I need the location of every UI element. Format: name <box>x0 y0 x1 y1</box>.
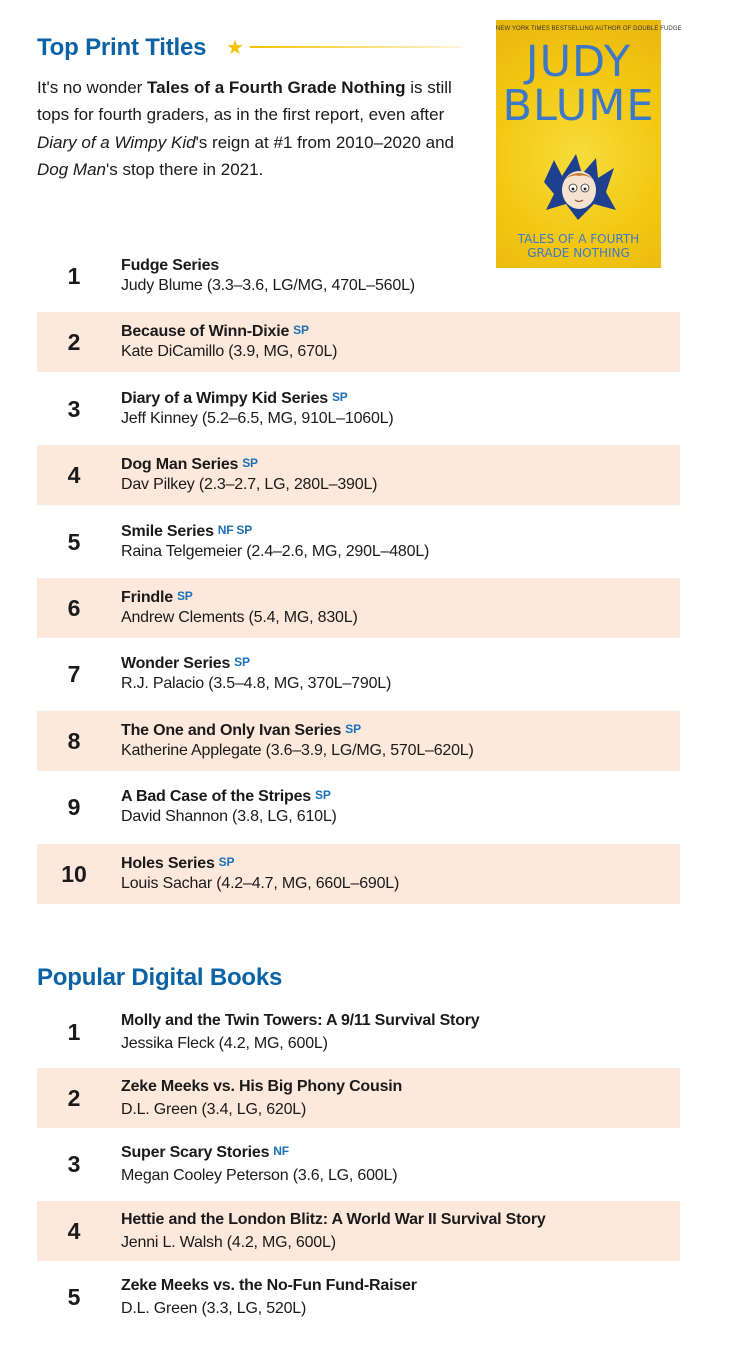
intro-book-title: Diary of a Wimpy Kid <box>37 132 196 152</box>
book-author-details: Jeff Kinney (5.2–6.5, MG, 910L–1060L) <box>121 409 394 427</box>
rank-number: 1 <box>67 1019 81 1045</box>
book-author-details: Kate DiCamillo (3.9, MG, 670L) <box>121 343 338 361</box>
book-author-details: Jessika Fleck (4.2, MG, 600L) <box>121 1035 328 1052</box>
cover-author-first: JUDY <box>525 37 632 87</box>
rank-number: 10 <box>61 860 87 887</box>
list-item <box>37 711 680 771</box>
book-author-details: Andrew Clements (5.4, MG, 830L) <box>121 608 358 626</box>
format-badge: SP <box>236 522 252 537</box>
format-badge: SP <box>293 323 309 338</box>
book-title: Wonder Series <box>121 655 231 673</box>
cover-tagline: NEW YORK TIMES BESTSELLING AUTHOR OF DOUBLE FUDGE <box>496 26 682 32</box>
book-author-details: Dav Pilkey (2.3–2.7, LG, 280L–390L) <box>121 476 378 494</box>
list-item <box>37 777 680 837</box>
book-author-details: David Shannon (3.8, LG, 610L) <box>121 808 337 826</box>
book-cover-image <box>496 20 682 268</box>
list-item <box>37 312 680 372</box>
book-title-line <box>121 523 252 541</box>
intro-text: 's reign at #1 from 2010–2020 and <box>195 132 454 152</box>
rank-number: 4 <box>67 1217 81 1244</box>
rank-number: 3 <box>67 1151 81 1178</box>
list-item <box>37 512 680 572</box>
book-title-line <box>121 589 193 607</box>
book-title-line <box>121 722 361 740</box>
cover-title-line: TALES OF A FOURTH <box>517 232 640 246</box>
book-title-line <box>121 855 234 873</box>
book-author-details: Louis Sachar (4.2–4.7, MG, 660L–690L) <box>121 874 400 892</box>
digital-section-title: Popular Digital Books <box>37 964 283 991</box>
list-item <box>37 445 680 505</box>
rank-number: 5 <box>67 528 81 555</box>
rank-number: 7 <box>67 661 81 688</box>
digital-books-list <box>37 1002 680 1333</box>
intro-book-title: Dog Man <box>37 159 106 179</box>
book-title-line <box>121 323 309 341</box>
list-item <box>37 1068 680 1128</box>
book-author-details: R.J. Palacio (3.5–4.8, MG, 370L–790L) <box>121 675 392 693</box>
rank-number: 1 <box>67 263 81 289</box>
book-title-line <box>121 257 219 275</box>
rank-number: 8 <box>67 727 81 754</box>
cover-title-line: GRADE NOTHING <box>527 246 630 260</box>
list-item <box>37 1002 680 1062</box>
book-title: Because of Winn-Dixie <box>121 323 290 341</box>
format-badge: SP <box>331 389 348 404</box>
book-title: Zeke Meeks vs. His Big Phony Cousin <box>121 1078 403 1096</box>
book-title-line <box>121 1277 417 1295</box>
cover-illustration-icon <box>536 152 621 222</box>
book-author-details: Raina Telgemeier (2.4–2.6, MG, 290L–480L) <box>121 542 430 560</box>
rank-number: 9 <box>67 794 81 821</box>
intro-text: is still tops for fourth graders, as in the first report, even after <box>37 78 452 125</box>
print-titles-list <box>37 246 680 910</box>
book-author-details: Katherine Applegate (3.6–3.9, LG/MG, 570L–620L) <box>121 741 474 759</box>
book-title-line <box>121 1078 402 1096</box>
book-title-line <box>121 655 250 673</box>
list-item <box>37 246 680 306</box>
book-title: Zeke Meeks vs. the No-Fun Fund-Raiser <box>121 1276 417 1294</box>
list-item <box>37 644 680 704</box>
rank-number: 4 <box>67 462 81 489</box>
book-author-details: D.L. Green (3.4, LG, 620L) <box>121 1101 307 1119</box>
list-item <box>37 1201 680 1261</box>
intro-paragraph <box>37 74 457 183</box>
book-title: The One and Only Ivan Series <box>121 721 342 739</box>
format-badge: SP <box>176 588 193 603</box>
list-item <box>37 379 680 439</box>
rank-number: 5 <box>67 1283 81 1310</box>
format-badge: SP <box>234 655 250 670</box>
rank-number: 3 <box>67 395 81 422</box>
book-title: Molly and the Twin Towers: A 9/11 Survival Story <box>121 1012 480 1029</box>
list-item <box>37 1267 680 1327</box>
format-badge: SP <box>315 788 331 803</box>
book-title: Super Scary Stories <box>121 1144 270 1162</box>
book-author-details: Judy Blume (3.3–3.6, LG/MG, 470L–560L) <box>121 277 415 294</box>
print-section-title: Top Print Titles <box>37 34 207 61</box>
book-title: Fudge Series <box>121 257 220 274</box>
book-title: Hettie and the London Blitz: A World War II Survival Story <box>121 1210 546 1228</box>
cover-author-last: BLUME <box>502 81 655 131</box>
list-item <box>37 844 680 904</box>
book-title: Smile Series <box>121 522 214 540</box>
intro-text: It's no wonder <box>37 78 148 97</box>
decorative-divider <box>250 46 462 48</box>
format-badge: SP <box>242 456 258 471</box>
format-badge: NF <box>217 522 234 537</box>
book-title: A Bad Case of the Stripes <box>121 788 312 806</box>
intro-book-title: Tales of a Fourth Grade Nothing <box>147 78 406 97</box>
format-badge: NF <box>273 1144 289 1159</box>
list-item <box>37 1134 680 1194</box>
book-title: Holes Series <box>121 854 215 872</box>
rank-number: 2 <box>67 329 81 356</box>
book-title-line <box>121 456 258 474</box>
rank-number: 6 <box>67 594 81 621</box>
book-title-line <box>121 788 331 806</box>
cover-author <box>496 37 661 131</box>
book-title-line <box>121 1012 480 1030</box>
book-title-line <box>121 1211 546 1229</box>
star-icon: ★ <box>226 37 244 59</box>
book-title: Dog Man Series <box>121 456 239 474</box>
book-title-line <box>121 1144 289 1162</box>
list-item <box>37 578 680 638</box>
format-badge: SP <box>218 854 235 869</box>
intro-text: 's stop there in 2021. <box>105 159 264 179</box>
rank-number: 2 <box>67 1085 81 1112</box>
book-title: Diary of a Wimpy Kid Series <box>121 389 328 407</box>
book-author-details: D.L. Green (3.3, LG, 520L) <box>121 1299 307 1317</box>
book-author-details: Jenni L. Walsh (4.2, MG, 600L) <box>121 1233 336 1251</box>
book-author-details: Megan Cooley Peterson (3.6, LG, 600L) <box>121 1167 398 1185</box>
book-title-line <box>121 390 348 408</box>
format-badge: SP <box>345 721 361 736</box>
book-title: Frindle <box>121 588 173 606</box>
